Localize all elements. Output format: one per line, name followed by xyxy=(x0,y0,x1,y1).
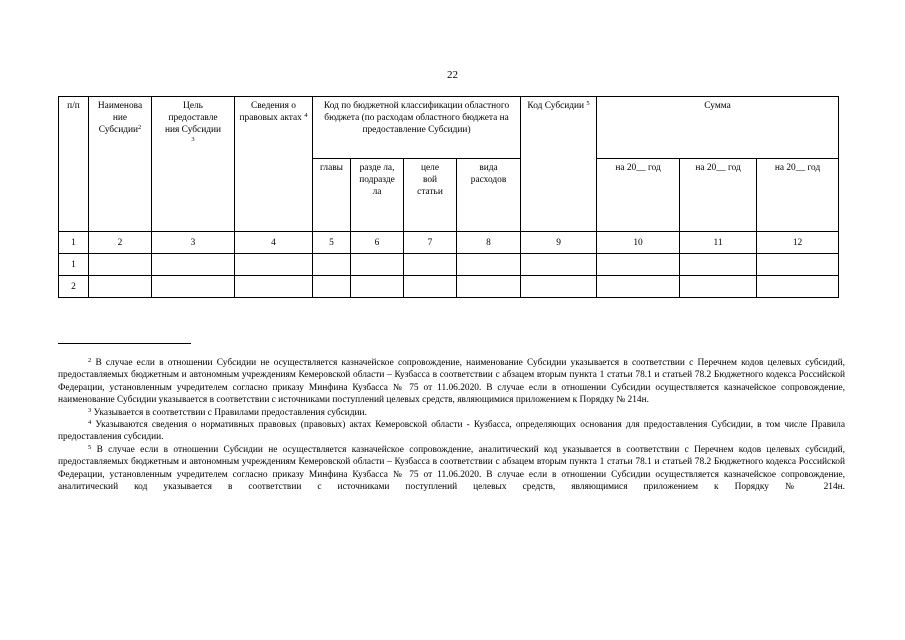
table-cell xyxy=(89,254,152,276)
header-year-3: на 20__ год xyxy=(757,159,839,232)
footnote-2: $^2$ В случае если в отношении Субсидии не осуществляется казначейское сопровождение, наименование Субсидии указывается в соответствии с Перечнем кодов целевых субсидий, предоставляемых бюджетным и автономным учреждениям Кемеровской области – Кузбасса в соответствии с абзацем вторым пункта 1 статьи 78.1 и статьей 78.2 Бюджетного кодекса Российской Федерации, установленным учредителем согласно приказу Минфина Кузбасса № 75 от 11.06.2020. В случае если в отношении Субсидии осуществляется казначейское сопровождение, наименование Субсидии указывается в соответствии с источниками поступлений целевых средств, являющимися приложением к Порядку № 214н. xyxy=(58,357,845,406)
table-cell xyxy=(313,276,351,298)
table-cell xyxy=(152,276,235,298)
page-number: 22 xyxy=(447,69,458,81)
column-number: 12 xyxy=(757,232,839,254)
header-year-2: на 20__ год xyxy=(680,159,757,232)
header-year-1: на 20__ год xyxy=(597,159,680,232)
table-cell xyxy=(680,254,757,276)
header-subsidy-code: Код Субсидии $^5$ xyxy=(521,97,597,232)
column-number-row xyxy=(59,232,839,254)
table-cell xyxy=(457,254,521,276)
table-cell xyxy=(404,276,457,298)
table-cell xyxy=(680,276,757,298)
column-number: 7 xyxy=(404,232,457,254)
column-number: 2 xyxy=(89,232,152,254)
column-number: 8 xyxy=(457,232,521,254)
column-number: 10 xyxy=(597,232,680,254)
column-number: 11 xyxy=(680,232,757,254)
table-cell xyxy=(313,254,351,276)
footnote-3: $^3$ Указывается в соответствии с Правилами предоставления субсидии. xyxy=(88,406,367,418)
header-glavy: главы xyxy=(313,159,351,232)
header-pp: п/п xyxy=(59,97,89,232)
table-cell xyxy=(757,276,839,298)
table-row xyxy=(59,254,839,276)
column-number: 9 xyxy=(521,232,597,254)
column-number: 6 xyxy=(351,232,404,254)
header-vida: вида расходов xyxy=(457,159,521,232)
table-cell xyxy=(521,254,597,276)
footnote-5: $^5$ В случае если в отношении Субсидии не осуществляется казначейское сопровождение, аналитический код указывается в соответствии с Перечнем кодов целевых субсидий, предоставляемых бюджетным и автономным учреждениям Кемеровской области – Кузбасса в соответствии с абзацем вторым пункта 1 статьи 78.1 и статьей 78.2 Бюджетного кодекса Российской Федерации, установленным учредителем согласно приказу Минфина Кузбасса № 75 от 11.06.2020. В случае если в отношении Субсидии осуществляется казначейское сопровождение, аналитический код указывается в соответствии с источниками поступлений целевых средств, являющимися приложением к Порядку № 214н. xyxy=(58,443,845,493)
footnotes xyxy=(58,357,845,493)
table-cell xyxy=(457,276,521,298)
column-number: 4 xyxy=(235,232,313,254)
header-legal-acts: Сведения о правовых актах $^4$ xyxy=(235,97,313,232)
row-number: 1 xyxy=(59,254,89,276)
table-cell xyxy=(521,276,597,298)
header-sum: Сумма xyxy=(597,97,839,159)
table-cell xyxy=(351,276,404,298)
footnote-separator xyxy=(58,343,191,344)
table-cell xyxy=(351,254,404,276)
header-budget-code: Код по бюджетной классификации областного бюджета (по расходам областного бюджета на предоставление Субсидии) xyxy=(313,97,521,159)
table-cell xyxy=(152,254,235,276)
header-row-1 xyxy=(59,97,839,159)
table-cell xyxy=(235,276,313,298)
row-number: 2 xyxy=(59,276,89,298)
table-row xyxy=(59,276,839,298)
header-celevoy: целе вой статьи xyxy=(404,159,457,232)
column-number: 3 xyxy=(152,232,235,254)
table-cell xyxy=(404,254,457,276)
table-cell xyxy=(235,254,313,276)
header-razdela: разде ла, подразде ла xyxy=(351,159,404,232)
footnote-4: $^4$ Указываются сведения о нормативных правовых (правовых) актах Кемеровской области - Кузбасса, определяющих основания для предоставления Субсидии, в том числе Правила предоставления субсидии. xyxy=(58,419,845,443)
subsidy-table xyxy=(58,96,839,298)
header-goal: Цель предоставле ния Субсидии $^3$ xyxy=(152,97,235,232)
table-cell xyxy=(89,276,152,298)
table-cell xyxy=(597,276,680,298)
column-number: 1 xyxy=(59,232,89,254)
table-cell xyxy=(597,254,680,276)
column-number: 5 xyxy=(313,232,351,254)
table-cell xyxy=(757,254,839,276)
header-subsidy-name: Наименова ние Субсидии$^2$ xyxy=(89,97,152,232)
